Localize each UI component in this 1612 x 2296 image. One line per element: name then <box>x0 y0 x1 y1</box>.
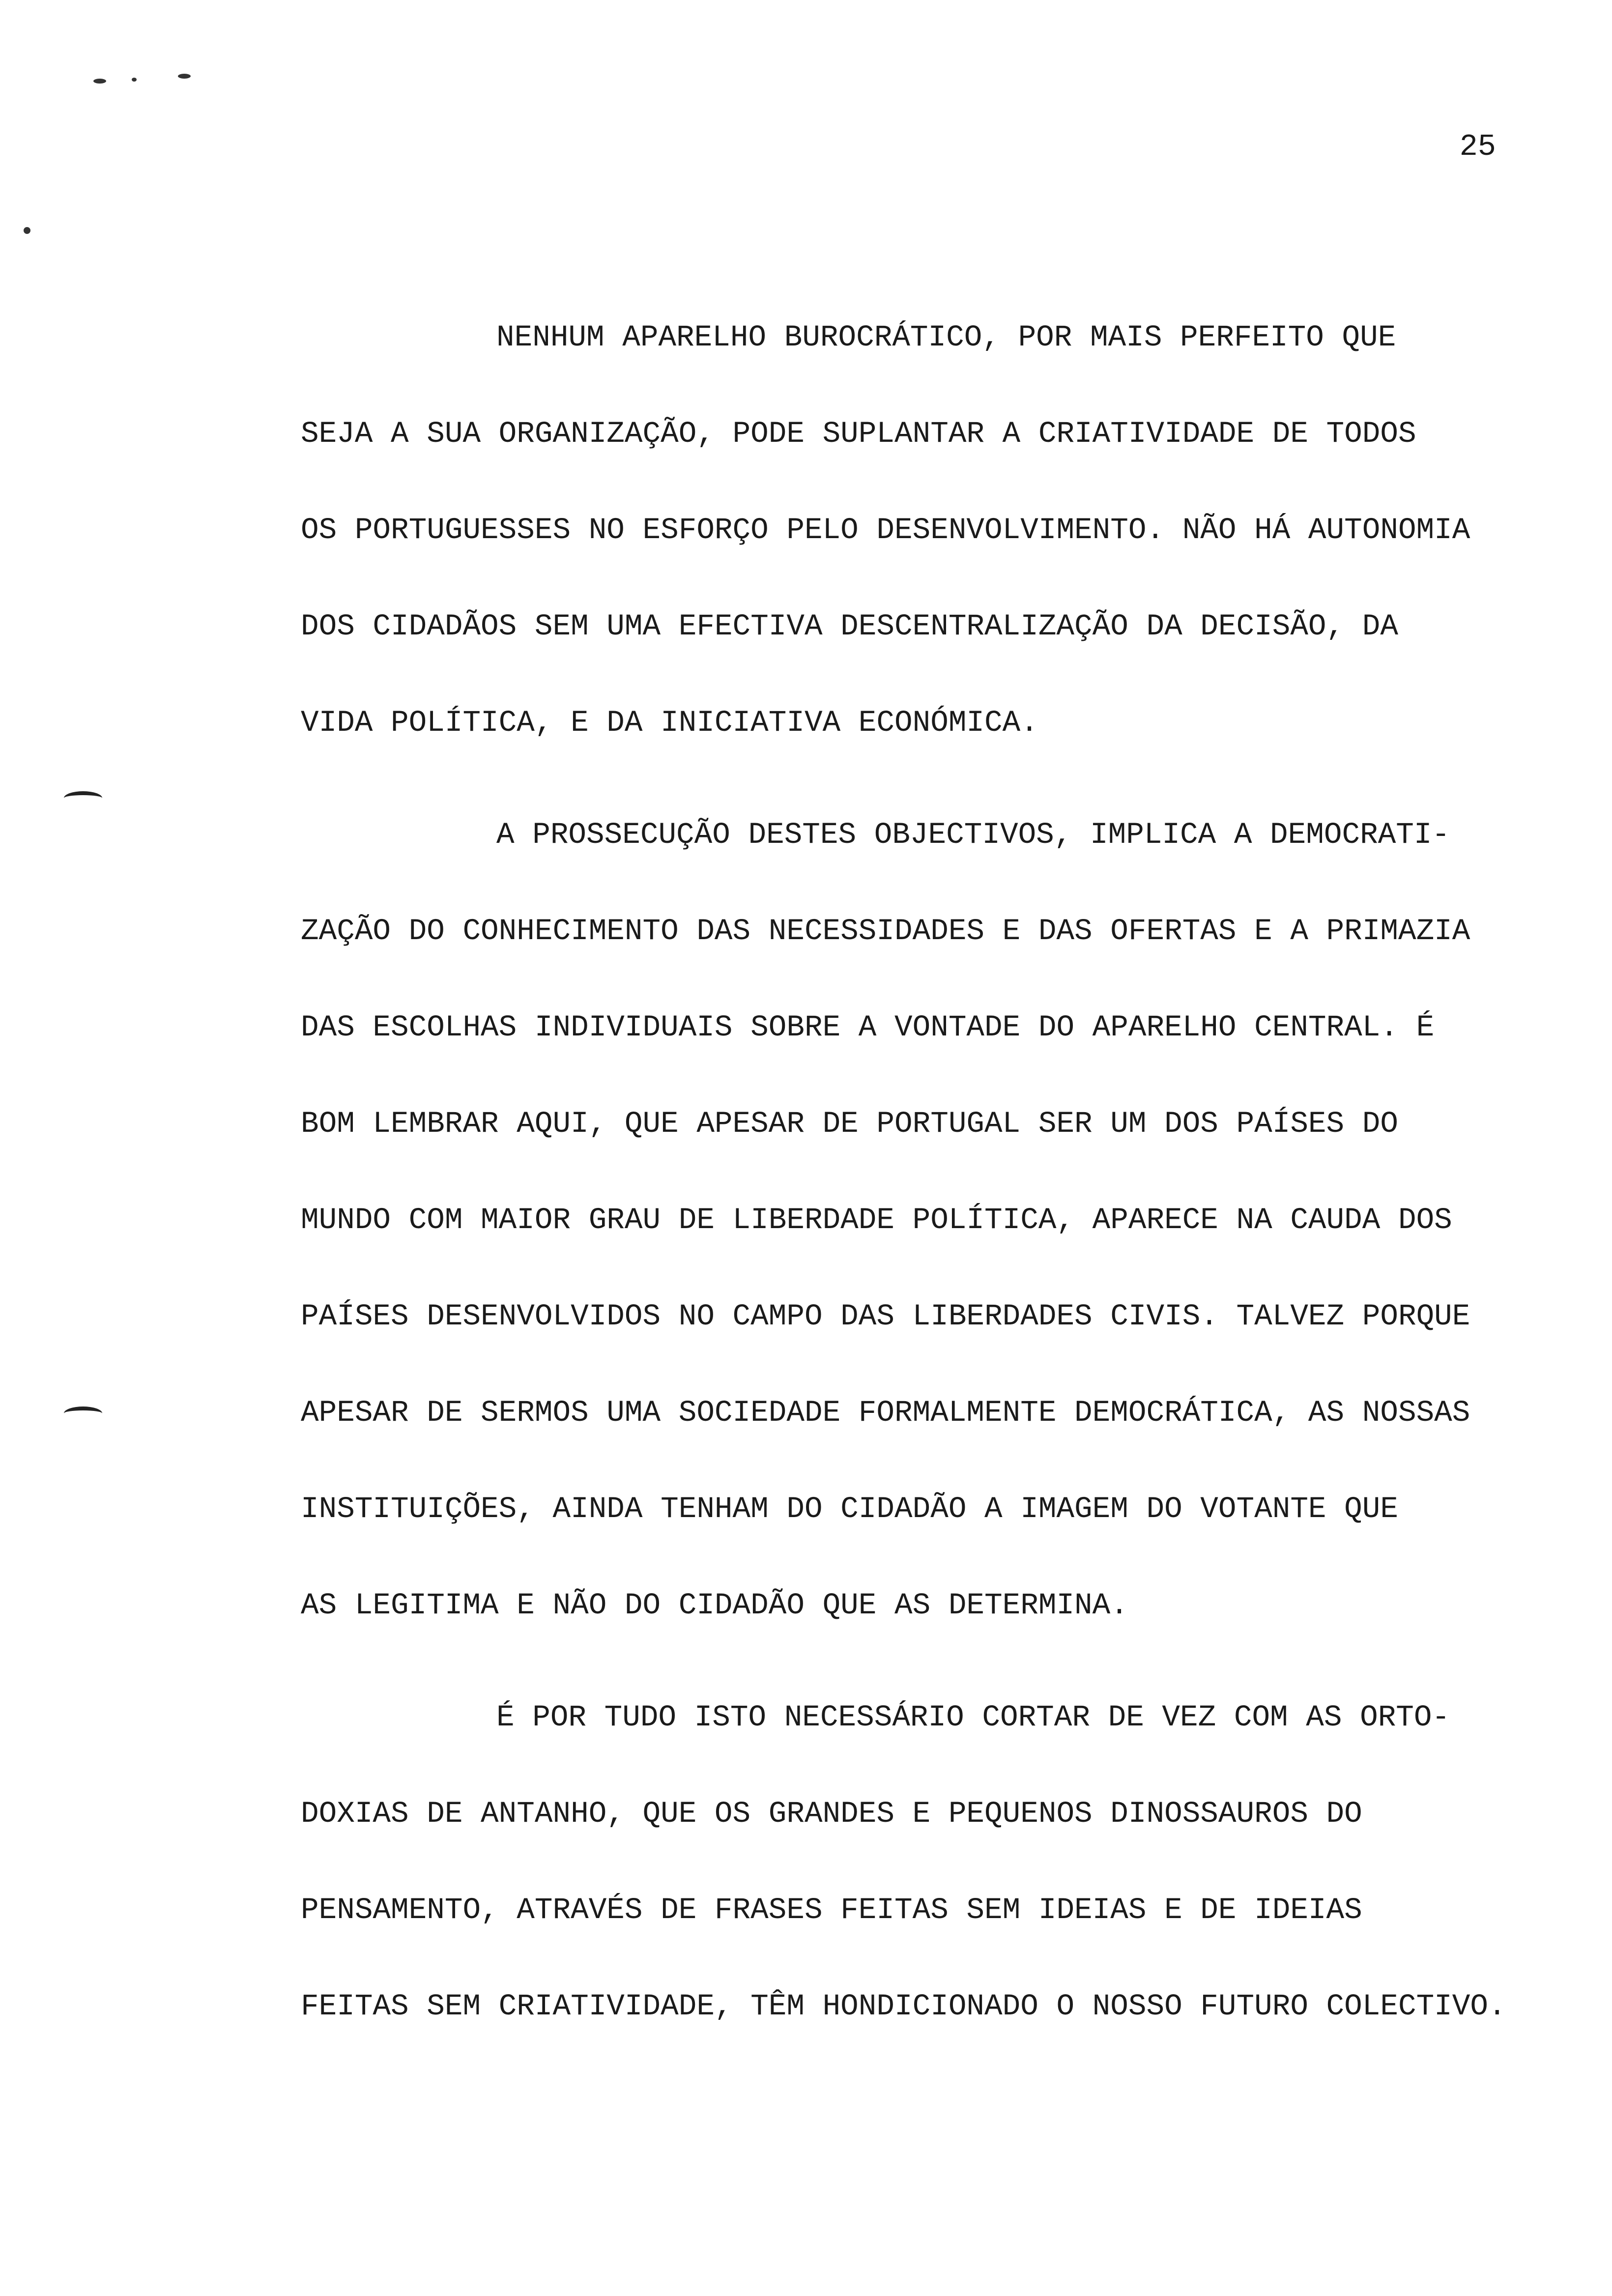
body-text <box>301 290 1598 2055</box>
text-line: FEITAS SEM CRIATIVIDADE, TÊM HONDICIONADO O NOSSO FUTURO COLECTIVO. <box>301 1990 1506 2024</box>
text-line: ZAÇÃO DO CONHECIMENTO DAS NECESSIDADES E DAS OFERTAS E A PRIMAZIA <box>301 915 1470 948</box>
text-line: A PROSSECUÇÃO DESTES OBJECTIVOS, IMPLICA A DEMOCRATI- <box>496 818 1450 852</box>
page-number: 25 <box>1459 129 1496 164</box>
punch-hole-mark <box>64 1406 102 1420</box>
text-line: DOXIAS DE ANTANHO, QUE OS GRANDES E PEQUENOS DINOSSAUROS DO <box>301 1797 1362 1831</box>
text-line: PAÍSES DESENVOLVIDOS NO CAMPO DAS LIBERDADES CIVIS. TALVEZ PORQUE <box>301 1300 1470 1334</box>
scan-speck <box>24 227 30 234</box>
text-line: PENSAMENTO, ATRAVÉS DE FRASES FEITAS SEM IDEIAS E DE IDEIAS <box>301 1894 1362 1927</box>
text-line: MUNDO COM MAIOR GRAU DE LIBERDADE POLÍTICA, APARECE NA CAUDA DOS <box>301 1204 1452 1237</box>
text-line: INSTITUIÇÕES, AINDA TENHAM DO CIDADÃO A IMAGEM DO VOTANTE QUE <box>301 1492 1398 1526</box>
text-line: DAS ESCOLHAS INDIVIDUAIS SOBRE A VONTADE DO APARELHO CENTRAL. É <box>301 1011 1435 1045</box>
text-line: OS PORTUGUESSES NO ESFORÇO PELO DESENVOLVIMENTO. NÃO HÁ AUTONOMIA <box>301 514 1470 547</box>
text-line: NENHUM APARELHO BUROCRÁTICO, POR MAIS PERFEITO QUE <box>496 321 1396 355</box>
paragraph <box>301 1670 1598 2055</box>
text-line: VIDA POLÍTICA, E DA INICIATIVA ECONÓMICA. <box>301 706 1038 740</box>
scan-speck <box>178 74 191 79</box>
text-line: AS LEGITIMA E NÃO DO CIDADÃO QUE AS DETERMINA. <box>301 1589 1128 1623</box>
text-line: SEJA A SUA ORGANIZAÇÃO, PODE SUPLANTAR A CRIATIVIDADE DE TODOS <box>301 417 1416 451</box>
scan-speck <box>132 78 137 82</box>
paragraph <box>301 290 1598 772</box>
scan-speck <box>93 79 106 84</box>
text-line: APESAR DE SERMOS UMA SOCIEDADE FORMALMENTE DEMOCRÁTICA, AS NOSSAS <box>301 1396 1470 1430</box>
text-line: É POR TUDO ISTO NECESSÁRIO CORTAR DE VEZ COM AS ORTO- <box>496 1701 1450 1735</box>
paragraph <box>301 787 1598 1654</box>
punch-hole-mark <box>64 791 102 805</box>
text-line: BOM LEMBRAR AQUI, QUE APESAR DE PORTUGAL SER UM DOS PAÍSES DO <box>301 1107 1398 1141</box>
text-line: DOS CIDADÃOS SEM UMA EFECTIVA DESCENTRALIZAÇÃO DA DECISÃO, DA <box>301 610 1398 644</box>
